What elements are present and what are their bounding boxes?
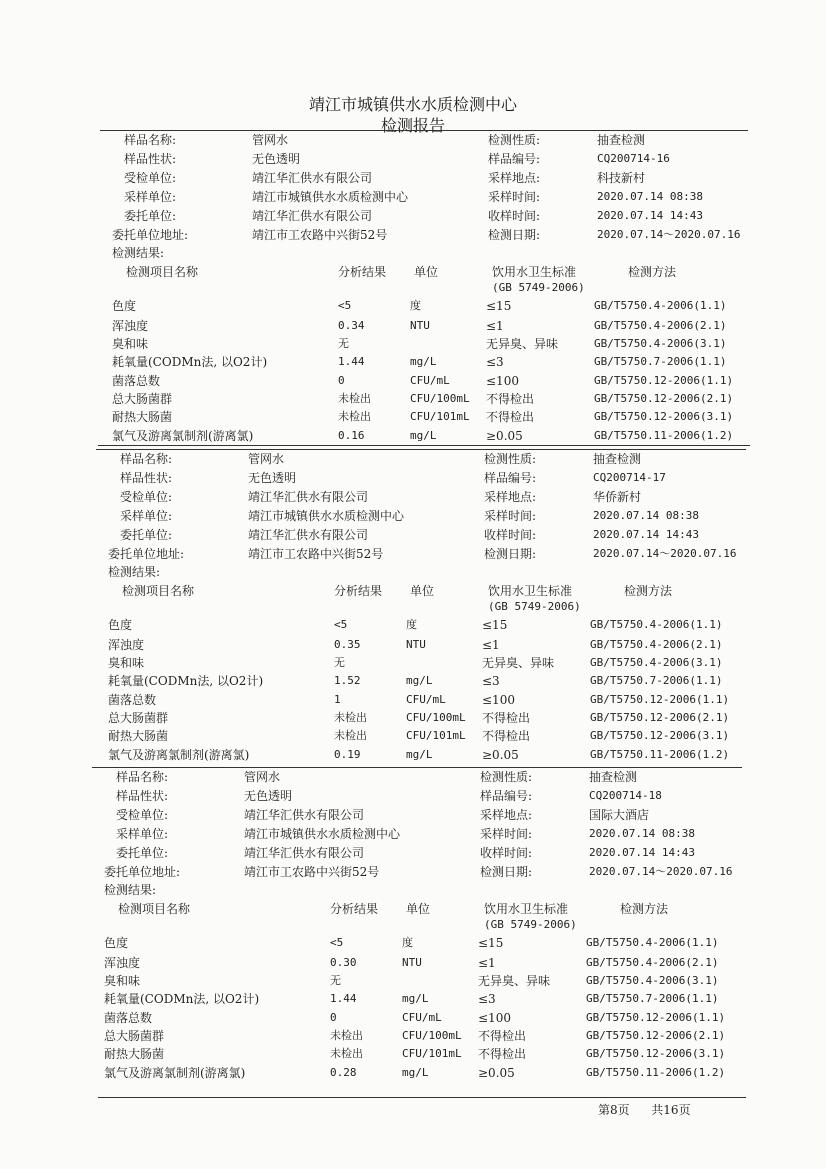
label-entrust-address: 委托单位地址: <box>108 547 185 561</box>
col-header-standard: 饮用水卫生标准 <box>488 584 573 598</box>
row-method: GB/T5750.11-2006(1.2) <box>590 748 730 761</box>
value-sampling-time: 2020.07.14 08:38 <box>593 509 699 522</box>
label-receive-time: 收样时间: <box>488 209 541 223</box>
value-sample-no: CQ200714-18 <box>589 789 662 802</box>
row-unit: 度 <box>410 299 421 312</box>
value-entrust-address: 靖江市工农路中兴街52号 <box>244 865 380 879</box>
page-number: 第8页 <box>598 1103 630 1117</box>
row-result: 1.44 <box>330 992 357 1005</box>
label-entrust-unit: 委托单位: <box>124 209 177 223</box>
row-unit: CFU/100mL <box>402 1029 462 1042</box>
value-test-nature: 抽查检测 <box>597 133 646 147</box>
value-inspected-unit: 靖江华汇供水有限公司 <box>252 171 373 185</box>
row-standard: 无异臭、异味 <box>486 337 559 351</box>
row-item: 浑浊度 <box>108 638 145 652</box>
row-item: 总大肠菌群 <box>112 392 173 406</box>
value-sample-state: 无色透明 <box>248 471 297 485</box>
label-test-date: 检测日期: <box>488 228 541 242</box>
label-inspected-unit: 受检单位: <box>120 490 173 504</box>
value-entrust-address: 靖江市工农路中兴街52号 <box>252 228 388 242</box>
value-test-date: 2020.07.14～2020.07.16 <box>593 547 737 560</box>
value-test-date: 2020.07.14～2020.07.16 <box>597 228 741 241</box>
section-divider <box>98 445 750 446</box>
label-sample-state: 样品性状: <box>120 471 173 485</box>
value-sampling-site: 华侨新村 <box>593 490 642 504</box>
row-method: GB/T5750.4-2006(3.1) <box>586 974 719 987</box>
row-method: GB/T5750.4-2006(2.1) <box>590 638 723 651</box>
footer-rule <box>98 1097 746 1098</box>
col-header-standard-ref: (GB 5749-2006) <box>492 281 585 294</box>
value-sample-state: 无色透明 <box>244 789 293 803</box>
row-standard: ≤100 <box>486 374 519 388</box>
col-header-item: 检测项目名称 <box>126 265 199 279</box>
row-standard: 不得检出 <box>478 1029 527 1043</box>
label-receive-time: 收样时间: <box>480 846 533 860</box>
row-unit: 度 <box>402 936 413 949</box>
row-unit: mg/L <box>402 992 429 1005</box>
row-result: 0 <box>338 374 345 387</box>
row-result: 未检出 <box>334 729 367 742</box>
row-item: 臭和味 <box>108 656 145 670</box>
col-header-standard: 饮用水卫生标准 <box>492 265 577 279</box>
row-standard: 无异臭、异味 <box>478 974 551 988</box>
section-divider <box>100 130 748 131</box>
row-standard: ≤1 <box>486 319 504 333</box>
row-standard: ≤100 <box>478 1011 511 1025</box>
row-method: GB/T5750.4-2006(1.1) <box>594 299 727 312</box>
label-test-date: 检测日期: <box>480 865 533 879</box>
row-unit: CFU/101mL <box>410 410 470 423</box>
row-item: 耐热大肠菌 <box>112 410 173 424</box>
row-method: GB/T5750.4-2006(3.1) <box>594 337 727 350</box>
value-receive-time: 2020.07.14 14:43 <box>593 528 699 541</box>
value-sampling-unit: 靖江市城镇供水水质检测中心 <box>252 190 409 204</box>
value-inspected-unit: 靖江华汇供水有限公司 <box>244 808 365 822</box>
row-item: 总大肠菌群 <box>104 1029 165 1043</box>
label-test-nature: 检测性质: <box>488 133 541 147</box>
value-sampling-unit: 靖江市城镇供水水质检测中心 <box>244 827 401 841</box>
row-standard: ≥0.05 <box>486 429 523 443</box>
label-sampling-time: 采样时间: <box>488 190 541 204</box>
col-header-result: 分析结果 <box>334 584 383 598</box>
row-item: 耗氧量(CODMn法, 以O2计) <box>104 992 260 1006</box>
value-sampling-unit: 靖江市城镇供水水质检测中心 <box>248 509 405 523</box>
row-unit: CFU/mL <box>406 693 446 706</box>
row-result: 未检出 <box>338 410 371 423</box>
row-method: GB/T5750.12-2006(2.1) <box>590 711 730 724</box>
label-sampling-time: 采样时间: <box>480 827 533 841</box>
row-result: 1.52 <box>334 674 361 687</box>
value-receive-time: 2020.07.14 14:43 <box>589 846 695 859</box>
row-item: 菌落总数 <box>112 374 161 388</box>
row-method: GB/T5750.12-2006(2.1) <box>586 1029 726 1042</box>
section-divider <box>96 449 746 450</box>
label-test-date: 检测日期: <box>484 547 537 561</box>
value-sample-name: 管网水 <box>248 452 285 466</box>
row-result: 0.28 <box>330 1066 357 1079</box>
col-header-unit: 单位 <box>410 584 435 598</box>
row-result: 未检出 <box>338 392 371 405</box>
col-header-result: 分析结果 <box>330 902 379 916</box>
label-sampling-unit: 采样单位: <box>124 190 177 204</box>
row-unit: CFU/100mL <box>410 392 470 405</box>
row-standard: ≥0.05 <box>482 748 519 762</box>
row-standard: ≤1 <box>482 638 500 652</box>
col-header-result: 分析结果 <box>338 265 387 279</box>
label-test-nature: 检测性质: <box>484 452 537 466</box>
value-sample-name: 管网水 <box>244 770 281 784</box>
row-result: 未检出 <box>330 1047 363 1060</box>
row-standard: ≤100 <box>482 693 515 707</box>
label-receive-time: 收样时间: <box>484 528 537 542</box>
label-sample-no: 样品编号: <box>480 789 533 803</box>
value-sample-no: CQ200714-17 <box>593 471 666 484</box>
row-item: 耐热大肠菌 <box>104 1047 165 1061</box>
row-result: 未检出 <box>330 1029 363 1042</box>
value-sampling-site: 国际大酒店 <box>589 808 650 822</box>
value-sampling-time: 2020.07.14 08:38 <box>597 190 703 203</box>
row-method: GB/T5750.4-2006(1.1) <box>590 618 723 631</box>
row-result: <5 <box>338 299 352 312</box>
label-inspected-unit: 受检单位: <box>116 808 169 822</box>
page-footer <box>598 1101 691 1118</box>
label-sample-name: 样品名称: <box>120 452 173 466</box>
col-header-standard-ref: (GB 5749-2006) <box>488 600 581 613</box>
row-result: 无 <box>330 974 341 987</box>
label-entrust-unit: 委托单位: <box>120 528 173 542</box>
label-sampling-unit: 采样单位: <box>116 827 169 841</box>
row-method: GB/T5750.12-2006(3.1) <box>594 410 734 423</box>
label-sampling-time: 采样时间: <box>484 509 537 523</box>
row-standard: ≤15 <box>478 936 504 950</box>
row-unit: mg/L <box>410 429 437 442</box>
label-test-nature: 检测性质: <box>480 770 533 784</box>
row-method: GB/T5750.4-2006(2.1) <box>594 319 727 332</box>
row-result: 0.35 <box>334 638 361 651</box>
row-standard: 不得检出 <box>486 392 535 406</box>
row-method: GB/T5750.12-2006(3.1) <box>590 729 730 742</box>
value-entrust-unit: 靖江华汇供水有限公司 <box>244 846 365 860</box>
value-sample-state: 无色透明 <box>252 152 301 166</box>
label-sample-name: 样品名称: <box>124 133 177 147</box>
row-item: 氯气及游离氯制剂(游离氯) <box>108 748 250 762</box>
value-inspected-unit: 靖江华汇供水有限公司 <box>248 490 369 504</box>
row-method: GB/T5750.12-2006(2.1) <box>594 392 734 405</box>
row-result: 0.30 <box>330 956 357 969</box>
row-method: GB/T5750.7-2006(1.1) <box>586 992 719 1005</box>
row-unit: CFU/mL <box>402 1011 442 1024</box>
row-method: GB/T5750.12-2006(1.1) <box>586 1011 726 1024</box>
row-standard: ≤15 <box>486 299 512 313</box>
col-header-method: 检测方法 <box>620 902 669 916</box>
row-method: GB/T5750.7-2006(1.1) <box>590 674 723 687</box>
value-entrust-unit: 靖江华汇供水有限公司 <box>252 209 373 223</box>
row-item: 臭和味 <box>104 974 141 988</box>
row-item: 臭和味 <box>112 337 149 351</box>
col-header-item: 检测项目名称 <box>118 902 191 916</box>
results-heading: 检测结果: <box>104 883 157 897</box>
row-standard: ≤3 <box>482 674 500 688</box>
report-title: 检测报告 <box>380 116 445 135</box>
row-item: 色度 <box>104 936 129 950</box>
page-total: 共16页 <box>651 1103 691 1117</box>
row-item: 浑浊度 <box>112 319 149 333</box>
value-entrust-unit: 靖江华汇供水有限公司 <box>248 528 369 542</box>
org-title: 靖江市城镇供水水质检测中心 <box>308 95 517 114</box>
row-standard: 不得检出 <box>478 1047 527 1061</box>
row-standard: ≤3 <box>478 992 496 1006</box>
row-item: 色度 <box>112 299 137 313</box>
label-sample-state: 样品性状: <box>124 152 177 166</box>
row-result: <5 <box>330 936 344 949</box>
row-unit: 度 <box>406 618 417 631</box>
row-unit: CFU/100mL <box>406 711 466 724</box>
label-sample-name: 样品名称: <box>116 770 169 784</box>
col-header-standard-ref: (GB 5749-2006) <box>484 918 577 931</box>
row-result: 0.34 <box>338 319 365 332</box>
value-entrust-address: 靖江市工农路中兴街52号 <box>248 547 384 561</box>
row-item: 耗氧量(CODMn法, 以O2计) <box>108 674 264 688</box>
row-item: 菌落总数 <box>104 1011 153 1025</box>
row-method: GB/T5750.4-2006(1.1) <box>586 936 719 949</box>
row-result: 0.19 <box>334 748 361 761</box>
col-header-standard: 饮用水卫生标准 <box>484 902 569 916</box>
row-method: GB/T5750.11-2006(1.2) <box>594 429 734 442</box>
row-item: 氯气及游离氯制剂(游离氯) <box>104 1066 246 1080</box>
row-item: 色度 <box>108 618 133 632</box>
row-method: GB/T5750.11-2006(1.2) <box>586 1066 726 1079</box>
col-header-unit: 单位 <box>406 902 431 916</box>
label-sample-state: 样品性状: <box>116 789 169 803</box>
section-divider <box>92 767 742 768</box>
value-receive-time: 2020.07.14 14:43 <box>597 209 703 222</box>
row-result: 无 <box>334 656 345 669</box>
row-standard: ≤3 <box>486 355 504 369</box>
row-method: GB/T5750.7-2006(1.1) <box>594 355 727 368</box>
row-unit: CFU/101mL <box>402 1047 462 1060</box>
label-entrust-unit: 委托单位: <box>116 846 169 860</box>
row-unit: mg/L <box>410 355 437 368</box>
row-item: 总大肠菌群 <box>108 711 169 725</box>
label-sampling-unit: 采样单位: <box>120 509 173 523</box>
label-sampling-site: 采样地点: <box>480 808 533 822</box>
row-result: 0.16 <box>338 429 365 442</box>
row-method: GB/T5750.12-2006(1.1) <box>594 374 734 387</box>
row-result: 未检出 <box>334 711 367 724</box>
row-method: GB/T5750.4-2006(3.1) <box>590 656 723 669</box>
col-header-method: 检测方法 <box>628 265 677 279</box>
value-test-date: 2020.07.14～2020.07.16 <box>589 865 733 878</box>
row-item: 耗氧量(CODMn法, 以O2计) <box>112 355 268 369</box>
label-sampling-site: 采样地点: <box>488 171 541 185</box>
label-entrust-address: 委托单位地址: <box>112 228 189 242</box>
row-result: 无 <box>338 337 349 350</box>
value-test-nature: 抽查检测 <box>593 452 642 466</box>
results-heading: 检测结果: <box>112 246 165 260</box>
label-sample-no: 样品编号: <box>484 471 537 485</box>
value-sampling-site: 科技新村 <box>597 171 646 185</box>
col-header-item: 检测项目名称 <box>122 584 195 598</box>
row-item: 氯气及游离氯制剂(游离氯) <box>112 429 254 443</box>
value-sample-no: CQ200714-16 <box>597 152 670 165</box>
row-unit: mg/L <box>406 674 433 687</box>
row-unit: CFU/mL <box>410 374 450 387</box>
label-entrust-address: 委托单位地址: <box>104 865 181 879</box>
row-standard: ≤1 <box>478 956 496 970</box>
col-header-method: 检测方法 <box>624 584 673 598</box>
row-method: GB/T5750.12-2006(3.1) <box>586 1047 726 1060</box>
label-sample-no: 样品编号: <box>488 152 541 166</box>
label-inspected-unit: 受检单位: <box>124 171 177 185</box>
row-unit: NTU <box>410 319 430 332</box>
results-heading: 检测结果: <box>108 565 161 579</box>
row-standard: 不得检出 <box>482 729 531 743</box>
col-header-unit: 单位 <box>414 265 439 279</box>
row-result: <5 <box>334 618 348 631</box>
row-result: 1.44 <box>338 355 365 368</box>
row-item: 菌落总数 <box>108 693 157 707</box>
row-unit: mg/L <box>402 1066 429 1079</box>
row-unit: mg/L <box>406 748 433 761</box>
row-standard: 不得检出 <box>486 410 535 424</box>
row-standard: 不得检出 <box>482 711 531 725</box>
value-sampling-time: 2020.07.14 08:38 <box>589 827 695 840</box>
label-sampling-site: 采样地点: <box>484 490 537 504</box>
row-unit: NTU <box>406 638 426 651</box>
row-method: GB/T5750.4-2006(2.1) <box>586 956 719 969</box>
row-item: 浑浊度 <box>104 956 141 970</box>
value-test-nature: 抽查检测 <box>589 770 638 784</box>
value-sample-name: 管网水 <box>252 133 289 147</box>
row-result: 1 <box>334 693 341 706</box>
row-item: 耐热大肠菌 <box>108 729 169 743</box>
row-method: GB/T5750.12-2006(1.1) <box>590 693 730 706</box>
row-standard: ≤15 <box>482 618 508 632</box>
row-standard: ≥0.05 <box>478 1066 515 1080</box>
row-standard: 无异臭、异味 <box>482 656 555 670</box>
row-result: 0 <box>330 1011 337 1024</box>
row-unit: CFU/101mL <box>406 729 466 742</box>
row-unit: NTU <box>402 956 422 969</box>
